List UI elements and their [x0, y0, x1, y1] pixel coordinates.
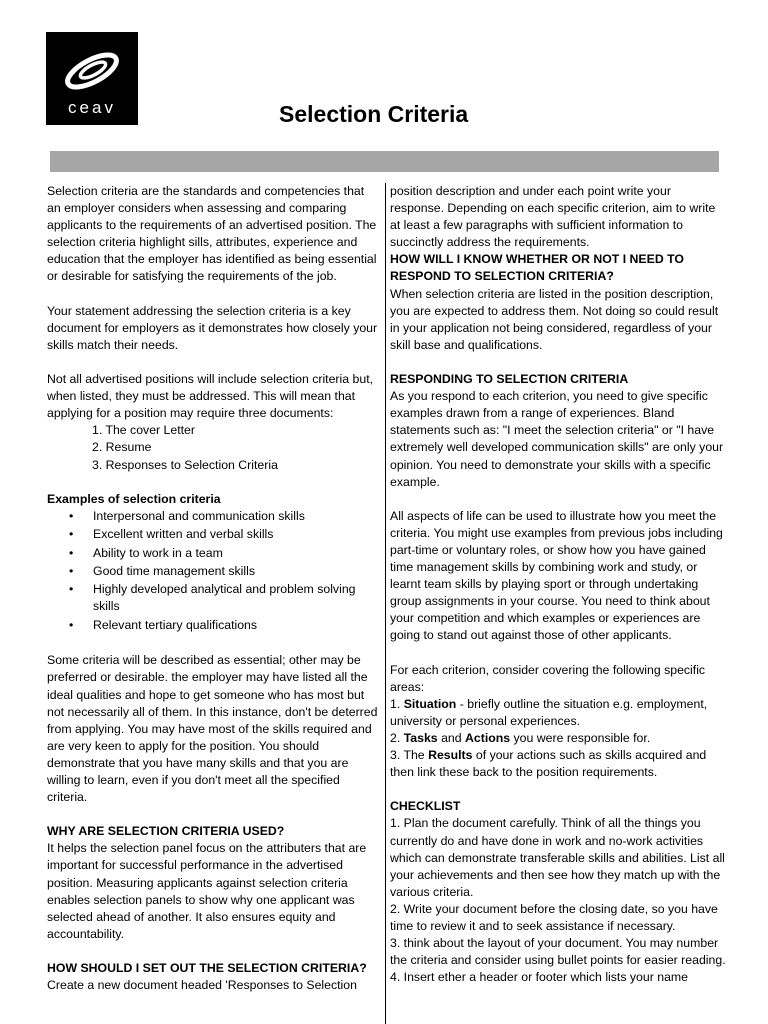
list-item: • Ability to work in a team	[47, 545, 379, 562]
tasks-item: 2. Tasks and Actions you were responsible for.	[390, 731, 651, 745]
list-item: • Highly developed analytical and problem solving skills	[47, 581, 379, 615]
list-item: • Relevant tertiary qualifications	[47, 617, 379, 634]
checklist-item: 3. think about the layout of your document. You may number the criteria and consider using bullet points for easier reading.	[390, 936, 726, 968]
right-column	[390, 183, 726, 986]
list-item: • Good time management skills	[47, 563, 379, 580]
responding-paragraph: As you respond to each criterion, you need to give specific examples drawn from a range of experiences. Bland statements such as: "I meet the selection criteria" or "I have extremely well developed communication skills" are only your opinion. You need to demonstrate your skills with a specific example.	[390, 389, 724, 489]
how-paragraph: Create a new document headed 'Responses to Selection	[47, 978, 357, 993]
logo-text: ceav	[68, 98, 116, 117]
column-divider	[385, 183, 386, 1024]
ceav-logo	[46, 32, 138, 125]
checklist-heading: CHECKLIST	[390, 799, 461, 814]
document-item: 2. Resume	[92, 440, 152, 455]
checklist-item: 1. Plan the document carefully. Think of all the things you currently do and have done in work and no-work activities which can demonstrate transferable skills and abilities. List all your achievements and then see how they match up with the various criteria.	[390, 816, 725, 899]
swirl-logo-icon	[56, 44, 128, 96]
intro-paragraph: Selection criteria are the standards and competencies that an employer considers when assessing and comparing applicants to the requirements of an advertised position. The selection criteria highlight sills, attributes, experience and education that the employer has identified as being essential or desirable for satisfying the requirements of the job.	[47, 184, 377, 284]
page-title: Selection Criteria	[279, 101, 469, 127]
document-item: 3. Responses to Selection Criteria	[92, 457, 278, 472]
why-heading: WHY ARE SELECTION CRITERIA USED?	[47, 824, 285, 839]
examples-list	[47, 508, 379, 634]
aspects-paragraph: All aspects of life can be used to illustrate how you meet the criteria. You might use examples from previous jobs including part-time or voluntary roles, or show how you have gained time management skills by combining work and study, or learnt team skills by playing sport or through undertaking group assignments in your course. You need to think about your competition and which examples or experiences are going to stand out against those of other applicants.	[390, 508, 723, 643]
list-item: • Excellent written and verbal skills	[47, 526, 379, 543]
how-heading: HOW SHOULD I SET OUT THE SELECTION CRITERIA?	[47, 961, 367, 975]
header-bar	[50, 151, 719, 172]
know-paragraph: When selection criteria are listed in the position description, you are expected to address them. Not doing so could result in your application not being considered, regardless of your skill base and qualifications.	[390, 286, 719, 352]
know-heading: HOW WILL I KNOW WHETHER OR NOT I NEED TO RESPOND TO SELECTION CRITERIA?	[390, 252, 684, 284]
left-column	[47, 183, 379, 994]
documents-intro-paragraph: Not all advertised positions will include selection criteria but, when listed, they must be addressed. This will mean that applying for a position may require three documents:	[47, 372, 374, 421]
checklist-item: 4. Insert ether a header or footer which lists your name	[390, 970, 689, 985]
essential-paragraph: Some criteria will be described as essential; other may be preferred or desirable. the employer may have listed all the ideal qualities and hope to get someone who has most but not necessarily all of them. In this instance, don't be deterred from applying. You may have most of the skills required and are very keen to apply for the position. You should demonstrate that you have many skills and that you are willing to learn, even if you don't meet all the specified criteria.	[47, 653, 378, 805]
continued-paragraph: position description and under each point write your response. Depending on each specific criterion, aim to write at least a few paragraphs with sufficient information to succinctly address the requirements.	[390, 184, 716, 250]
covering-intro: For each criterion, consider covering the following specific areas:	[390, 662, 706, 694]
statement-paragraph: Your statement addressing the selection criteria is a key document for employers as it demonstrates how closely your skills match their needs.	[47, 303, 378, 352]
list-item: • Interpersonal and communication skills	[47, 508, 379, 525]
results-item: 3. The Results of your actions such as skills acquired and then link these back to the position requirements.	[390, 748, 707, 780]
examples-heading: Examples of selection criteria	[47, 491, 221, 506]
why-paragraph: It helps the selection panel focus on the attributers that are important for successful performance in the advertised position. Measuring applicants against selection criteria enables selection panels to show why one applicant was selected ahead of another. It also ensures equity and accountability.	[47, 841, 367, 941]
responding-heading: RESPONDING TO SELECTION CRITERIA	[390, 372, 629, 387]
situation-item: 1. Situation - briefly outline the situation e.g. employment, university or personal experiences.	[390, 696, 708, 728]
checklist-item: 2. Write your document before the closing date, so you have time to review it and to seek assistance if necessary.	[390, 901, 718, 934]
document-item: 1. The cover Letter	[92, 423, 195, 438]
